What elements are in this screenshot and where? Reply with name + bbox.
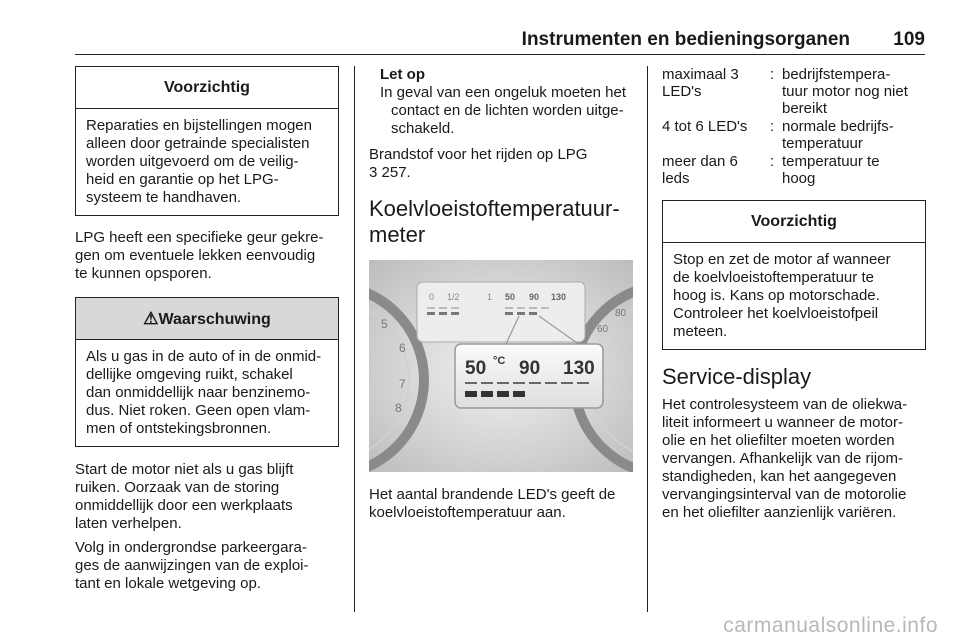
table-cell [662,66,762,118]
text-line: tant en lokale wetgeving op. [75,575,261,592]
table-separator: : [769,118,775,135]
figure-caption [369,486,633,522]
zoom-label: 90 [519,358,541,379]
caution-text [663,243,925,349]
text-line: Als u gas in de auto of in de onmid- [86,348,322,365]
dial-number: 7 [399,377,406,391]
note-line: contact en de lichten worden uitge- [391,102,624,119]
temp-scale-label: 130 [551,292,567,302]
text-line: dan onmiddellijk naar benzinemo- [86,384,311,401]
paragraph-parking [75,539,339,593]
warning-title: Waarschuwing [158,311,271,328]
zoom-label: 130 [563,358,595,379]
cell-line: tuur motor nog niet [782,83,908,100]
caution-title: Voorzichtig [663,201,925,243]
heading-line: Koelvloeistoftemperatuur- [369,196,620,221]
table-separator: : [769,66,775,83]
page-reference: 257. [377,164,411,181]
cell-line: bereikt [782,100,828,117]
led-marker [577,382,589,384]
fuel-scale-label: 1 [487,292,493,302]
section-heading-service: Service-display [662,364,812,389]
text-line: Start de motor niet als u gas blijft [75,461,294,478]
column-1 [75,66,339,593]
dial-number: 80 [615,308,627,319]
note-line: schakeld. [391,120,455,137]
led-lit [513,391,525,397]
text-line: Volg in ondergrondse parkeergara- [75,539,307,556]
text-line: gen om eventuele lekken eenvoudig [75,247,316,264]
text-line: de koelvloeistoftemperatuur te [673,269,874,286]
text-line: Controleer het koelvloeistofpeil [673,305,879,322]
warning-title-bar [76,298,338,340]
text-line: onmiddellijk door een werkplaats [75,497,293,514]
text-line: dellijke omgeving ruikt, schakel [86,366,293,383]
table-row [662,66,926,118]
temperature-symbol: °C [493,355,506,367]
text-line: standigheden, kan het aangegeven [662,468,897,485]
dial-number: 60 [597,324,609,335]
text-line: ruiken. Oorzaak van de storing [75,479,280,496]
table-cell [782,153,926,188]
fuel-scale-label: 0 [429,292,435,302]
text-line: alleen door getrainde specialisten [86,135,310,152]
column-3 [662,66,926,522]
fuel-scale-label: 1/2 [447,292,460,302]
table-cell [782,118,926,153]
led-marker [497,382,509,384]
led-marker [529,382,541,384]
text-line: dus. Niet roken. Geen open vlam- [86,402,311,419]
led-marker [465,382,477,384]
coolant-gauge-figure [369,260,633,472]
led-marker [545,382,557,384]
zoom-label: 50 [465,358,487,379]
text-line: ges de aanwijzingen van de exploi- [75,557,309,574]
table-separator: : [769,153,775,170]
paragraph-start-engine [75,461,339,533]
text-line: men of ontstekingsbronnen. [86,420,272,437]
cell-line: temperatuur te [782,153,880,170]
text-line: en het oliefilter aanzienlijk variëren. [662,504,897,521]
text-line: Reparaties en bijstellingen mogen [86,117,312,134]
text-line: hoog is. Kans op motorschade. [673,287,880,304]
header-title: Instrumenten en bedieningsorganen [521,29,850,50]
led-lit [465,391,477,397]
paragraph-lpg-smell [75,229,339,283]
dial-number: 8 [395,401,402,415]
caution-text [76,109,338,215]
text-line: vervangingsinterval van de motorolie [662,486,907,503]
text-line: Het aantal brandende LED's geeft de [369,486,616,503]
cell-line: LED's [662,83,702,100]
column-divider-1 [354,66,355,612]
dial-number: 6 [399,341,406,355]
caution-box-coolant [662,200,926,350]
caution-box [75,66,339,216]
text-line: te kunnen opsporen. [75,265,212,282]
column-divider-2 [647,66,648,612]
page-number: 109 [893,29,925,50]
paragraph-fuel [369,146,633,182]
led-marker [513,382,525,384]
section-heading-coolant [369,196,633,248]
text-line: Brandstof voor het rijden op LPG [369,146,588,163]
cell-line: maximaal 3 [662,66,739,83]
temp-scale-label: 50 [505,292,516,302]
text-line: Het controlesysteem van de oliekwa- [662,396,908,413]
cell-line: hoog [782,170,816,187]
table-row [662,118,926,153]
watermark: carmanualsonline.info [723,614,938,637]
text-line: meteen. [673,323,728,340]
table-cell [782,66,926,118]
led-lit [497,391,509,397]
page-reference-icon: 3 [369,164,378,181]
table-row [662,153,926,188]
note-label: Let op [380,66,425,83]
caution-title: Voorzichtig [76,67,338,109]
page-header [75,24,925,55]
instrument-cluster-illustration [369,260,633,472]
warning-box [75,297,339,447]
text-line: Stop en zet de motor af wanneer [673,251,891,268]
text-line: heid en garantie op het LPG- [86,171,279,188]
text-line: systeem te handhaven. [86,189,242,206]
warning-text [76,340,338,446]
warning-triangle-icon: ⚠ [143,309,159,328]
note-line: In geval van een ongeluk moeten het [380,84,627,101]
dial-number: 5 [381,317,388,331]
table-cell: meer dan 6 leds [662,153,738,187]
led-marker [561,382,573,384]
cell-line: bedrijfstempera- [782,66,891,83]
table-cell: 4 tot 6 LED's [662,118,748,135]
note-block [369,66,633,138]
text-line: vervangen. Afhankelijk van de rijom- [662,450,903,467]
cell-line: normale bedrijfs- [782,118,894,135]
temp-scale-label: 90 [529,292,540,302]
led-lit [481,391,493,397]
led-status-table [662,66,926,188]
heading-line: meter [369,222,426,247]
text-line: koelvloeistoftemperatuur aan. [369,504,566,521]
column-2 [369,66,633,522]
text-line: olie en het oliefilter moeten worden [662,432,895,449]
paragraph-service [662,396,926,522]
text-line: LPG heeft een specifieke geur gekre- [75,229,324,246]
text-line: laten verhelpen. [75,515,182,532]
led-marker [481,382,493,384]
cell-line: temperatuur [782,135,863,152]
text-line: liteit informeert u wanneer de motor- [662,414,903,431]
text-line: worden uitgevoerd om de veilig- [86,153,299,170]
